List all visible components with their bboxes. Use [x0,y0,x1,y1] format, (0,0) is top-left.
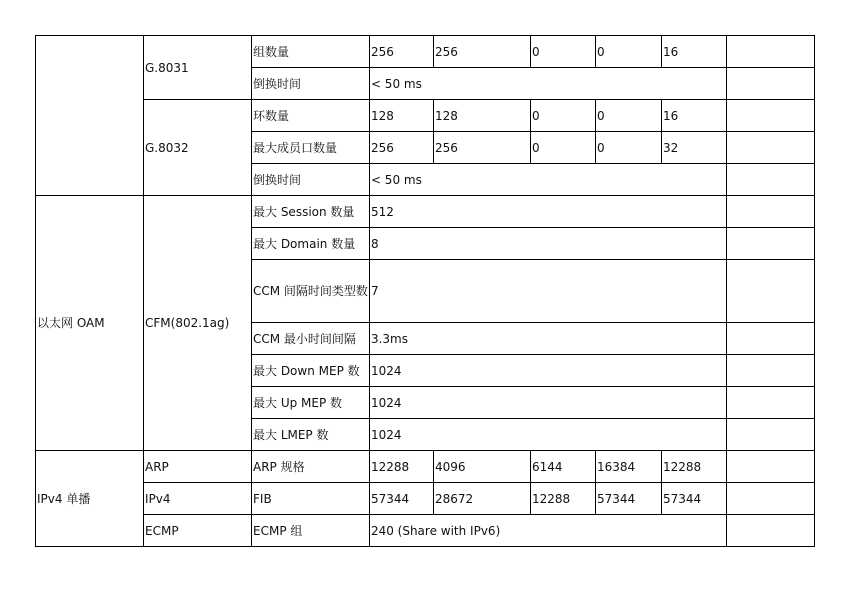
param-label: 环数量 [252,100,370,132]
table-row [36,483,815,515]
value-cell: 128 [369,100,433,132]
empty-cell [726,355,814,387]
param-label: CCM 间隔时间类型数 [252,260,370,323]
category-cell-empty [36,36,144,196]
spec-table [35,35,815,547]
empty-cell [726,164,814,196]
value-cell: < 50 ms [369,68,726,100]
empty-cell [726,132,814,164]
value-cell: 0 [530,100,595,132]
subcategory-cell: ARP [144,451,252,483]
value-cell: 16 [661,36,726,68]
subcategory-cell: G.8032 [144,100,252,196]
value-cell: 0 [595,100,661,132]
value-cell: 256 [433,36,530,68]
empty-cell [726,36,814,68]
table-row [36,515,815,547]
table-row [36,196,815,228]
value-cell: 6144 [530,451,595,483]
param-label: ECMP 组 [252,515,370,547]
empty-cell [726,196,814,228]
value-cell: 57344 [595,483,661,515]
value-cell: 8 [369,228,726,260]
param-label: 最大 LMEP 数 [252,419,370,451]
empty-cell [726,419,814,451]
param-label: 倒换时间 [252,164,370,196]
value-cell: 512 [369,196,726,228]
param-label: FIB [252,483,370,515]
table-row [36,36,815,68]
value-cell: 57344 [661,483,726,515]
value-cell: 12288 [530,483,595,515]
value-cell: 1024 [369,387,726,419]
empty-cell [726,260,814,323]
empty-cell [726,387,814,419]
value-cell: 0 [595,132,661,164]
empty-cell [726,515,814,547]
value-cell: 0 [530,36,595,68]
subcategory-cell: IPv4 [144,483,252,515]
param-label: 最大成员口数量 [252,132,370,164]
value-cell: 256 [369,132,433,164]
subcategory-cell: ECMP [144,515,252,547]
category-cell: IPv4 单播 [36,451,144,547]
empty-cell [726,228,814,260]
param-label: 最大 Session 数量 [252,196,370,228]
param-label: 倒换时间 [252,68,370,100]
empty-cell [726,100,814,132]
value-cell: 12288 [369,451,433,483]
value-cell: 128 [433,100,530,132]
value-cell: 28672 [433,483,530,515]
value-cell: 256 [369,36,433,68]
param-label: CCM 最小时间间隔 [252,323,370,355]
value-cell: 3.3ms [369,323,726,355]
param-label: 最大 Up MEP 数 [252,387,370,419]
value-cell: 256 [433,132,530,164]
value-cell: 0 [595,36,661,68]
empty-cell [726,68,814,100]
subcategory-cell: G.8031 [144,36,252,100]
param-label: 组数量 [252,36,370,68]
value-cell: 16 [661,100,726,132]
param-label: ARP 规格 [252,451,370,483]
value-cell: 1024 [369,355,726,387]
category-cell: 以太网 OAM [36,196,144,451]
value-cell: 57344 [369,483,433,515]
value-cell: 4096 [433,451,530,483]
value-cell: 1024 [369,419,726,451]
empty-cell [726,451,814,483]
table-row [36,100,815,132]
value-cell: 240 (Share with IPv6) [369,515,726,547]
table-row [36,451,815,483]
value-cell: 12288 [661,451,726,483]
value-cell: 16384 [595,451,661,483]
empty-cell [726,483,814,515]
param-label: 最大 Down MEP 数 [252,355,370,387]
empty-cell [726,323,814,355]
value-cell: < 50 ms [369,164,726,196]
value-cell: 32 [661,132,726,164]
param-label: 最大 Domain 数量 [252,228,370,260]
value-cell: 0 [530,132,595,164]
subcategory-cell: CFM(802.1ag) [144,196,252,451]
value-cell: 7 [369,260,726,323]
